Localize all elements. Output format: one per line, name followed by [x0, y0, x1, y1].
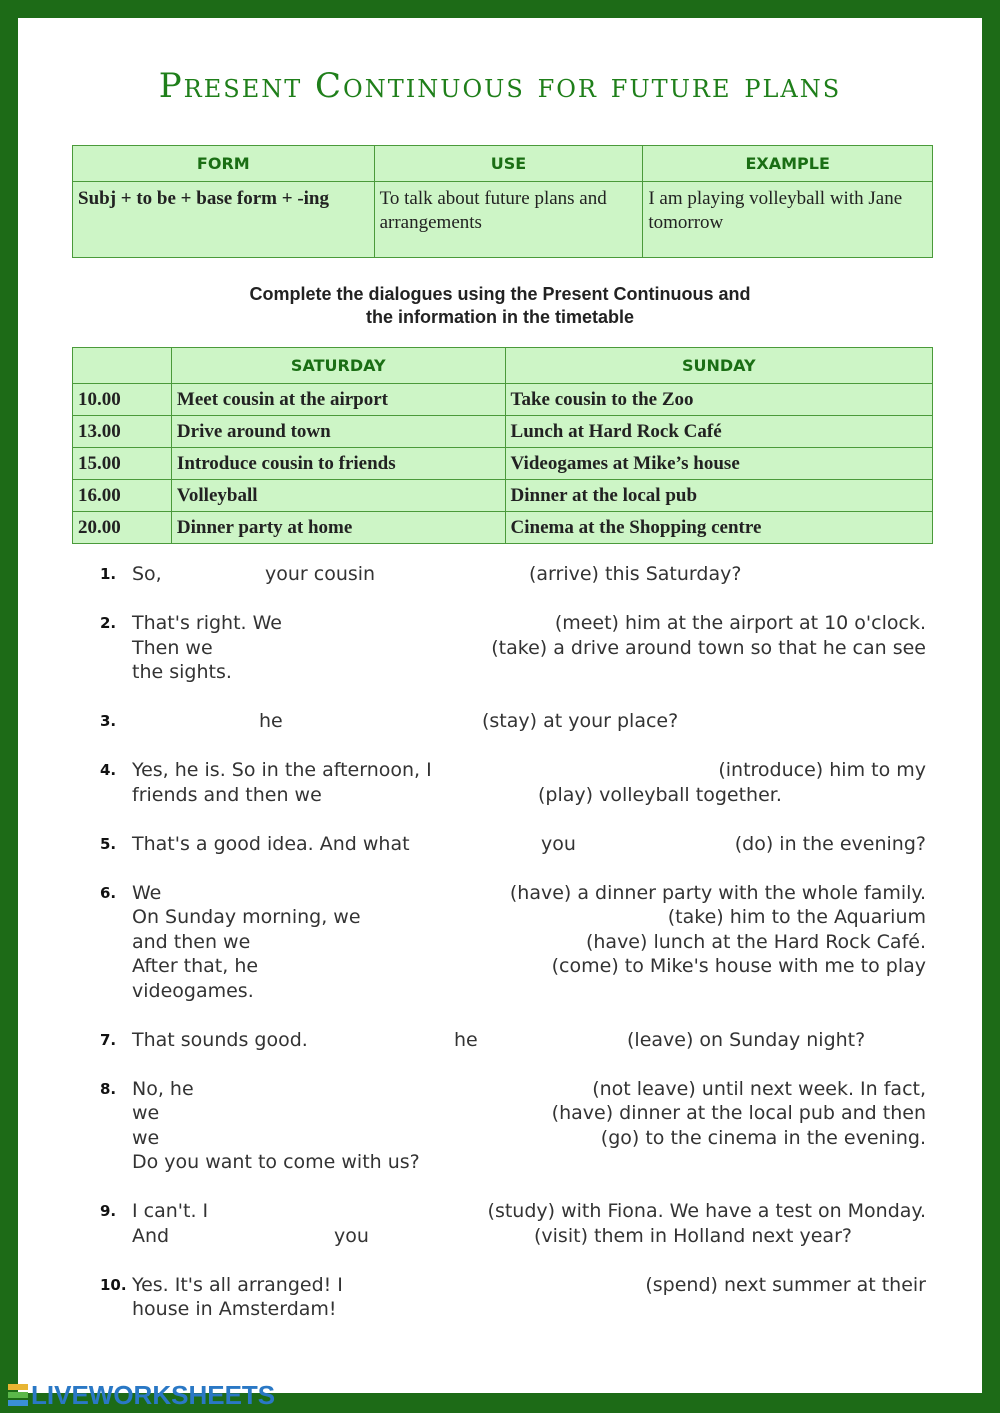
- logo-text: LIVEWORKSHEETS: [31, 1379, 276, 1410]
- exercise-text: we: [132, 1102, 160, 1124]
- instruction-line: the information in the timetable: [365, 307, 634, 327]
- sunday-header: SUNDAY: [505, 348, 932, 384]
- exercise-text: (study) with Fiona. We have a test on Monday.: [487, 1200, 926, 1222]
- exercise-text: (have) dinner at the local pub and then: [551, 1102, 926, 1124]
- exercise-text: (introduce) him to my: [718, 759, 926, 781]
- reference-table: [72, 145, 933, 258]
- time-cell: 10.00: [73, 384, 172, 416]
- exercise-text: We: [132, 881, 162, 904]
- example-header: EXAMPLE: [643, 146, 933, 182]
- instruction-line: Complete the dialogues using the Present Continuous and: [249, 284, 751, 304]
- exercise-item: [100, 832, 926, 857]
- example-cell: I am playing volleyball with Jane tomorrow: [643, 182, 933, 258]
- reference-header-row: [73, 146, 933, 182]
- exercise-text: That sounds good.: [132, 1028, 308, 1051]
- exercise-text: (not leave) until next week. In fact,: [592, 1077, 926, 1100]
- logo-mark-icon: [8, 1383, 28, 1407]
- exercise-item: [100, 611, 926, 685]
- exercise-text: (leave) on Sunday night?: [627, 1028, 866, 1051]
- exercise-text: And: [132, 1224, 170, 1247]
- exercise-text: the sights.: [132, 661, 232, 683]
- exercise-text: (have) lunch at the Hard Rock Café.: [585, 930, 926, 953]
- timetable-row: [73, 512, 933, 544]
- timetable-row: [73, 416, 933, 448]
- time-cell: 16.00: [73, 480, 172, 512]
- saturday-header: SATURDAY: [171, 348, 505, 384]
- time-cell: 20.00: [73, 512, 172, 544]
- exercise-text: No, he: [132, 1077, 194, 1100]
- exercise-text: (spend) next summer at their: [645, 1273, 926, 1296]
- timetable-row: [73, 480, 933, 512]
- saturday-cell: Dinner party at home: [171, 512, 505, 544]
- exercise-item: [100, 1199, 926, 1248]
- exercise-text: you: [334, 1224, 369, 1247]
- exercise-text: (go) to the cinema in the evening.: [600, 1126, 926, 1149]
- instruction: [0, 283, 1000, 329]
- exercise-text: (visit) them in Holland next year?: [534, 1224, 852, 1247]
- exercise-text: That's right. We: [132, 612, 282, 634]
- exercise-text: (arrive) this Saturday?: [529, 563, 742, 585]
- exercise-number: 2.: [100, 614, 117, 632]
- exercise-text: Yes, he is. So in the afternoon, I: [132, 759, 432, 781]
- sunday-cell: Take cousin to the Zoo: [505, 384, 932, 416]
- exercise-text: he: [454, 1028, 478, 1051]
- exercise-text: house in Amsterdam!: [132, 1298, 337, 1320]
- exercise-text: videogames.: [132, 979, 254, 1002]
- exercise-text: I can't. I: [132, 1200, 209, 1222]
- exercise-text: (take) a drive around town so that he can see: [491, 636, 926, 659]
- exercise-text: Do you want to come with us?: [132, 1151, 420, 1173]
- exercise-text: Then we: [132, 636, 213, 659]
- timetable-header-row: [73, 348, 933, 384]
- exercise-text: (play) volleyball together.: [538, 783, 782, 806]
- form-cell: Subj + to be + base form + -ing: [73, 182, 375, 258]
- saturday-cell: Volleyball: [171, 480, 505, 512]
- form-header: FORM: [73, 146, 375, 182]
- exercise-text: That's a good idea. And what: [132, 832, 410, 855]
- exercise-number: 7.: [100, 1030, 117, 1049]
- time-cell: 15.00: [73, 448, 172, 480]
- exercise-text: you: [541, 832, 576, 855]
- exercise-number: 1.: [100, 565, 117, 583]
- timetable-row: [73, 448, 933, 480]
- exercise-text: Yes. It's all arranged! I: [132, 1273, 343, 1296]
- exercise-item: [100, 881, 926, 1004]
- sunday-cell: Videogames at Mike’s house: [505, 448, 932, 480]
- exercise-text: (stay) at your place?: [482, 710, 679, 732]
- exercise-item: [100, 1077, 926, 1175]
- exercise-number: 3.: [100, 712, 117, 730]
- timetable: [72, 347, 933, 544]
- use-cell: To talk about future plans and arrangements: [374, 182, 643, 258]
- sunday-cell: Lunch at Hard Rock Café: [505, 416, 932, 448]
- exercise-number: 5.: [100, 834, 117, 853]
- exercise-number: 4.: [100, 761, 117, 779]
- saturday-cell: Introduce cousin to friends: [171, 448, 505, 480]
- exercise-list: [100, 562, 926, 1346]
- exercise-text: So,: [132, 563, 162, 585]
- exercise-text: and then we: [132, 930, 251, 953]
- exercise-text: (come) to Mike's house with me to play: [551, 955, 926, 977]
- exercise-text: your cousin: [265, 563, 376, 585]
- exercise-text: (have) a dinner party with the whole family.: [509, 881, 926, 904]
- liveworksheets-logo[interactable]: [8, 1381, 275, 1409]
- exercise-text: On Sunday morning, we: [132, 906, 361, 928]
- exercise-number: 10.: [100, 1275, 127, 1294]
- exercise-item: [100, 562, 926, 587]
- exercise-text: friends and then we: [132, 783, 322, 806]
- exercise-text: (take) him to the Aquarium: [667, 906, 926, 928]
- time-header: [73, 348, 172, 384]
- use-header: USE: [374, 146, 643, 182]
- saturday-cell: Drive around town: [171, 416, 505, 448]
- time-cell: 13.00: [73, 416, 172, 448]
- exercise-item: [100, 1273, 926, 1322]
- exercise-text: (meet) him at the airport at 10 o'clock.: [554, 612, 926, 634]
- page-title: Present Continuous for future plans: [158, 66, 842, 106]
- exercise-item: [100, 758, 926, 807]
- exercise-number: 8.: [100, 1079, 117, 1098]
- exercise-number: 6.: [100, 883, 117, 902]
- exercise-text: After that, he: [132, 955, 259, 977]
- sunday-cell: Cinema at the Shopping centre: [505, 512, 932, 544]
- exercise-text: (do) in the evening?: [734, 832, 926, 855]
- exercise-item: [100, 1028, 926, 1053]
- saturday-cell: Meet cousin at the airport: [171, 384, 505, 416]
- reference-row: [73, 182, 933, 258]
- sunday-cell: Dinner at the local pub: [505, 480, 932, 512]
- exercise-number: 9.: [100, 1202, 117, 1220]
- exercise-text: he: [259, 710, 283, 732]
- exercise-text: we: [132, 1126, 160, 1149]
- exercise-item: [100, 709, 926, 734]
- timetable-row: [73, 384, 933, 416]
